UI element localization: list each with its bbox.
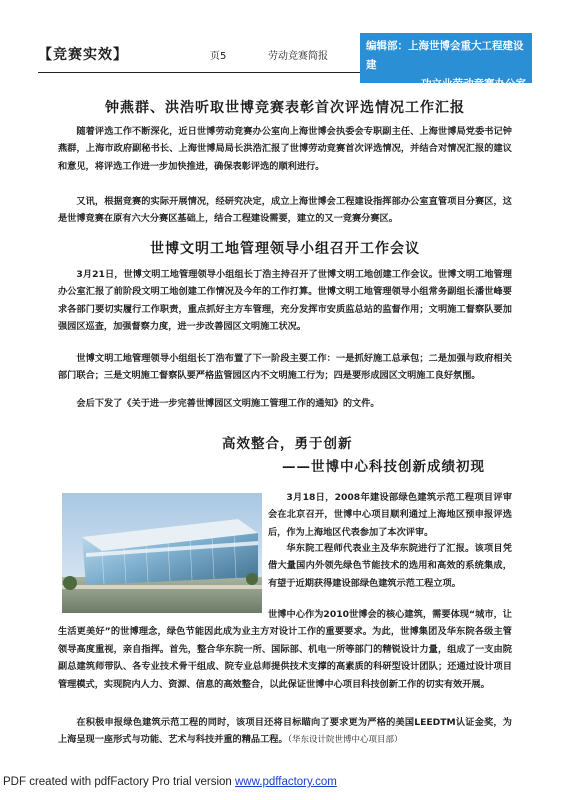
article2-paragraph-1: 3月21日，世博文明工地管理领导小组组长丁浩主持召开了世博文明工地创建工作会议。世博文明工地管理办公室汇报了前阶段文明工地创建工作情况及今年的工作打算。世博文明工地管理领导小组常务副组长潘世峰要求各部门要切实履行工作职责，重点抓好主方车管理，充分发挥市安质监总站的监督作用；文明施工督察队要加强园区巡查，加强督察力度，进一步改善园区文明施工状况。: [58, 269, 512, 333]
footer-text: PDF created with pdfFactory Pro trial version: [3, 776, 235, 788]
article3-paragraph-3-body: “城市，让生活更美好”的世博理念，绿色节能因此成为业主方对设计工作的重要要求。为此，世博集团及华东院各级主管领导高度重视，亲自指挥。首先，整合华东院一所、国际部、机电一所等部门的精锐设计力量，组成了一支由院副总建筑师带队、各专业技术骨干组成、院专业总师提供技术支撑的高素质的科研型设计团队；还通过设计项目管理模式，实现院内人力、资源、信息的高效整合，以此保证世博中心项目科技创新工作的切实有效开展。: [58, 609, 512, 690]
article3-paragraph-4-text: 在积极申报绿色建筑示范工程的同时，该项目还将目标瞄向了要求更为严格的美国LEEDTM认证金奖，为上海呈现一座形式与功能、艺术与科技并重的精品工程。: [58, 717, 512, 746]
article3-paragraph-1: 3月18日，2008年建设部绿色建筑示范工程项目评审会在北京召开，世博中心项目顺利通过上海地区预申报评选后，作为上海地区代表参加了本次评审。: [268, 492, 512, 538]
editor-line-1: 编辑部：上海世博会重大工程建设建: [366, 40, 524, 71]
editor-line-2: 功立业劳动竞赛办公室: [421, 78, 526, 90]
article3-paragraph-3: [58, 606, 512, 693]
article3-title: 高效整合，勇于创新: [222, 436, 353, 452]
header-divider: [38, 72, 360, 73]
article3-paragraph-3-lead: 世博中心作为2010世博会的核心建筑，需要体现: [268, 609, 470, 620]
article1-paragraph-1: 随着评选工作不断深化，近日世博劳动竞赛办公室向上海世博会执委会专职副主任、上海世博局党委书记钟燕群，上海市政府副秘书长、上海世博局局长洪浩汇报了世博劳动竞赛首次评选情况，并结合对情况汇报的建议和意见，将评选工作进一步加快推进，确保表彰评选的顺利进行。: [58, 126, 512, 172]
article2-title: 世博文明工地管理领导小组召开工作会议: [150, 241, 420, 257]
editor-box: [360, 33, 532, 90]
publication-name: 劳动竞赛简报: [268, 51, 328, 62]
page-number: 页5: [210, 51, 227, 62]
article3-subtitle: ——世博中心科技创新成绩初现: [282, 459, 485, 475]
article1-title: 钟燕群、洪浩听取世博竞赛表彰首次评选情况工作汇报: [105, 100, 465, 116]
article3-paragraph-2: 华东院工程师代表业主及华东院进行了汇报。该项目凭借大量国内外领先绿色节能技术的选用和高效的系统集成，有望于近期获得建设部绿色建筑示范工程立项。: [268, 543, 512, 589]
article3-source: （华东设计院世博中心项目部）: [287, 735, 403, 746]
building-photo: [62, 493, 262, 613]
article1-paragraph-2: 又讯，根据竞赛的实际开展情况，经研究决定，成立上海世博会工程建设指挥部办公室直管项目分赛区，这是世博竞赛在原有六大分赛区基础上，结合工程建设需要，建立的又一竞赛分赛区。: [58, 196, 512, 225]
section-label: 【竞赛实效】: [38, 47, 128, 63]
pdf-footer: [3, 776, 337, 788]
article2-paragraph-3: 会后下发了《关于进一步完善世博园区文明施工管理工作的通知》的文件。: [76, 398, 380, 409]
article3-paragraph-4: [58, 714, 512, 750]
footer-link[interactable]: www.pdffactory.com: [235, 776, 337, 788]
article2-paragraph-2: 世博文明工地管理领导小组组长丁浩布置了下一阶段主要工作：一是抓好施工总承包；二是加强与政府相关部门联合；三是文明施工督察队要严格监管园区内不文明施工行为；四是要形成园区文明施工良好氛围。: [58, 353, 512, 382]
